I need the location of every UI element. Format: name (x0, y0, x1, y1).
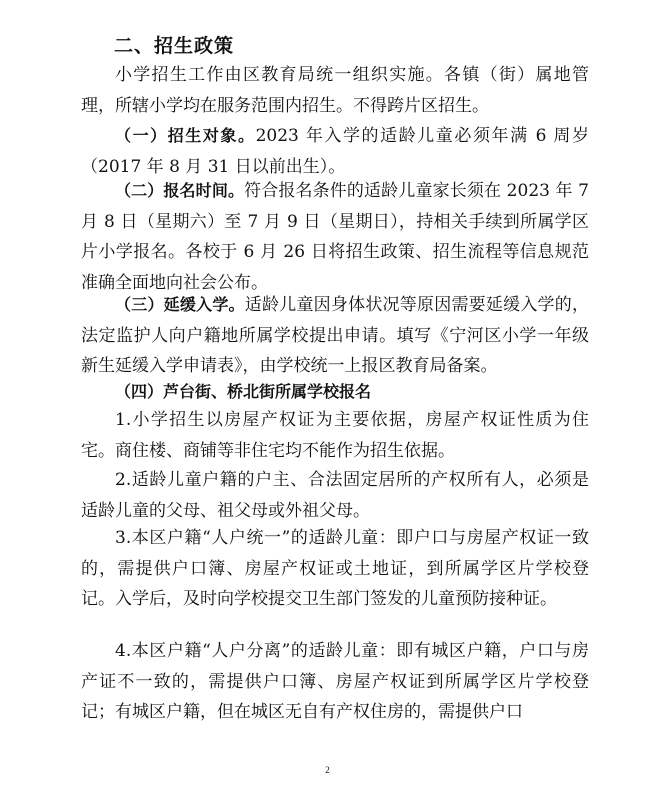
paragraph-text: 2023 年入学的适龄儿童必须年满 6 周岁（2017 年 8 月 31 日以前出生）。 (81, 126, 589, 177)
paragraph-text: 1.小学招生以房屋产权证为主要依据，房屋产权证性质为住宅。商住楼、商铺等非住宅均不能作为招生依据。 (81, 410, 589, 461)
paragraph-text: 小学招生工作由区教育局统一组织实施。各镇（街）属地管理，所辖小学均在服务范围内招生。不得跨片区招生。 (81, 65, 589, 116)
paragraph-deferred-enrollment (81, 290, 589, 382)
paragraph-label: （二）报名时间。 (115, 181, 245, 200)
paragraph-intro (81, 60, 589, 121)
paragraph-text: 2.适龄儿童户籍的户主、合法固定居所的产权所有人，必须是适龄儿童的父母、祖父母或外祖父母。 (81, 470, 589, 521)
paragraph-subsection-four (81, 377, 589, 408)
paragraph-item-2 (81, 465, 589, 526)
paragraph-text: 3.本区户籍“人户统一”的适龄儿童：即户口与房屋产权证一致的，需提供户口簿、房屋产权证或土地证，到所属学区片学校登记。入学后，及时向学校提交卫生部门签发的儿童预防接种证。 (81, 528, 589, 610)
paragraph-label: （三）延缓入学。 (115, 295, 245, 314)
paragraph-item-1 (81, 405, 589, 466)
paragraph-text: 符合报名条件的适龄儿童家长须在 2023 年 7 月 8 日（星期六）至 7 月 9 日（星期日），持相关手续到所属学区片小学报名。各校于 6 月 26 日将招生政策、招生流程等信息规范准确全面地向社会公布。 (81, 181, 589, 293)
paragraph-text: 4.本区户籍“人户分离”的适龄儿童：即有城区户籍，户口与房产证不一致的，需提供户口簿、房屋产权证到所属学区片学校登记；有城区户籍，但在城区无自有产权住房的，需提供户口 (81, 641, 589, 723)
paragraph-label: （一）招生对象。 (115, 126, 256, 145)
page-number: 2 (325, 765, 330, 775)
paragraph-label: （四）芦台街、桥北街所属学校报名 (115, 382, 372, 401)
section-heading: 二、招生政策 (114, 35, 235, 57)
paragraph-text: 适龄儿童因身体状况等原因需要延缓入学的，法定监护人向户籍地所属学校提出申请。填写《宁河区小学一年级新生延缓入学申请表》，由学校统一上报区教育局备案。 (81, 295, 589, 377)
paragraph-item-4 (81, 636, 589, 728)
paragraph-enrollment-target (81, 121, 589, 182)
paragraph-item-3 (81, 523, 589, 615)
paragraph-registration-time (81, 176, 589, 298)
